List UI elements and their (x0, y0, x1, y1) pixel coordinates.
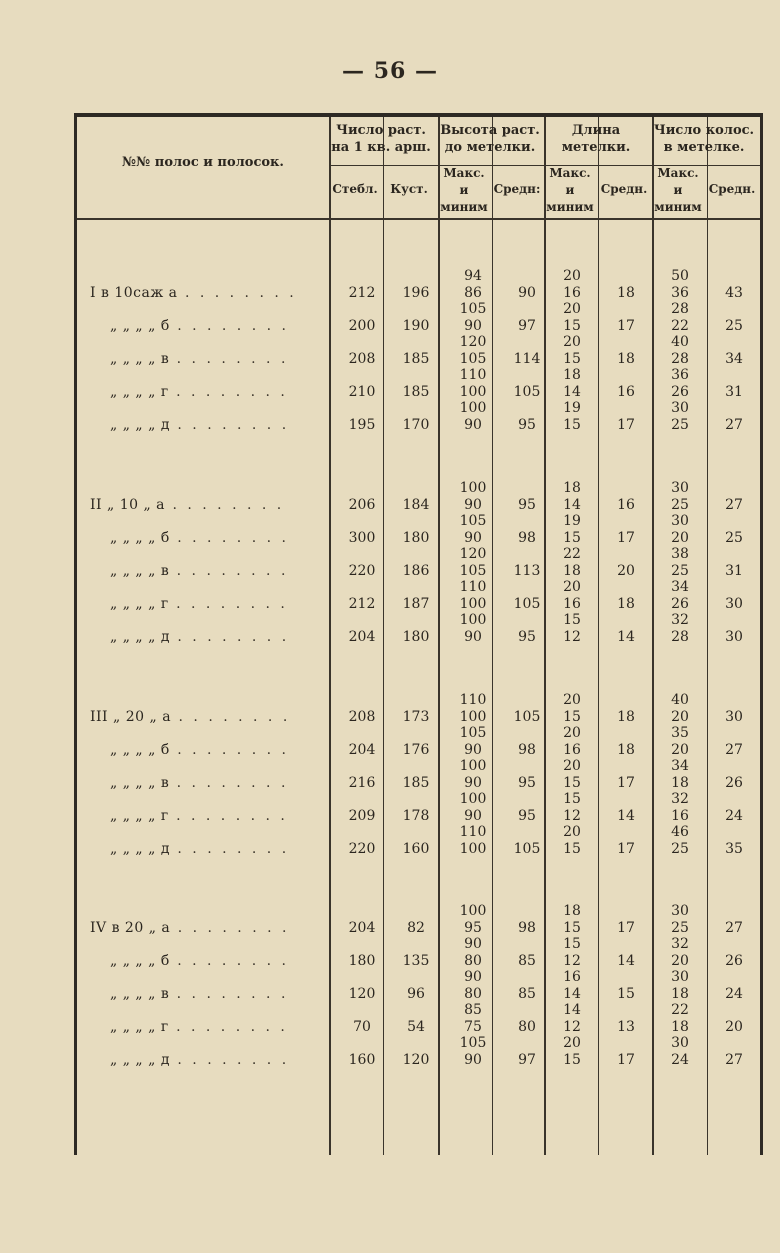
cell-h-max: 100 (459, 758, 487, 774)
header-panicle-length: Длина метелки. (561, 123, 631, 155)
cell-kust: 185 (402, 351, 430, 367)
row-label (110, 417, 289, 433)
cell-h-max: 90 (464, 969, 482, 985)
header-plant-height: Высота раст. до метелки. (440, 123, 540, 155)
cell-h-max: 100 (459, 400, 487, 416)
cell-l-min: 15 (563, 1052, 581, 1068)
leader-dots: . . . . . . . . (165, 497, 285, 513)
cell-l-avg: 14 (617, 953, 635, 969)
cell-l-min: 18 (563, 563, 581, 579)
cell-h-min: 90 (464, 497, 482, 513)
cell-e-max: 46 (671, 824, 689, 840)
cell-e-max: 32 (671, 612, 689, 628)
cell-h-avg: 95 (518, 497, 536, 513)
cell-l-avg: 16 (617, 497, 635, 513)
cell-kust: 160 (402, 841, 430, 857)
cell-kust: 82 (407, 920, 425, 936)
cell-l-avg: 17 (617, 1052, 635, 1068)
cell-h-min: 80 (464, 953, 482, 969)
cell-e-avg: 30 (725, 709, 743, 725)
cell-l-min: 14 (563, 497, 581, 513)
row-label-text: „ „ „ „ д (110, 841, 170, 857)
cell-e-avg: 35 (725, 841, 743, 857)
cell-stebl: 300 (348, 530, 376, 546)
cell-h-avg: 105 (513, 841, 541, 857)
cell-l-min: 14 (563, 384, 581, 400)
cell-l-max: 20 (563, 725, 581, 741)
cell-l-avg: 13 (617, 1019, 635, 1035)
leader-dots: . . . . . . . . (170, 920, 290, 936)
cell-stebl: 208 (348, 351, 376, 367)
header-bottom-rule (77, 218, 760, 220)
cell-stebl: 204 (348, 742, 376, 758)
cell-h-min: 90 (464, 530, 482, 546)
cell-stebl: 70 (353, 1019, 371, 1035)
cell-e-avg: 27 (725, 417, 743, 433)
cell-h-avg: 85 (518, 953, 536, 969)
row-label (110, 742, 289, 758)
cell-l-max: 16 (563, 969, 581, 985)
row-label (90, 920, 289, 936)
header-ears-per-panicle: Число колос. в метелке. (653, 123, 755, 155)
cell-e-min: 20 (671, 709, 689, 725)
cell-e-min: 25 (671, 920, 689, 936)
row-label (110, 808, 288, 824)
cell-e-min: 20 (671, 530, 689, 546)
cell-l-min: 15 (563, 318, 581, 334)
row-label (110, 986, 288, 1002)
cell-h-max: 110 (459, 367, 487, 383)
cell-e-min: 25 (671, 563, 689, 579)
cell-h-min: 90 (464, 775, 482, 791)
cell-stebl: 212 (348, 596, 376, 612)
row-label-text: I в 10саж а (90, 285, 178, 301)
leader-dots: . . . . . . . . (169, 841, 290, 857)
cell-stebl: 206 (348, 497, 376, 513)
cell-l-max: 20 (563, 301, 581, 317)
header-ears-avg: Средн. (708, 182, 756, 196)
cell-h-max: 110 (459, 692, 487, 708)
cell-l-avg: 17 (617, 775, 635, 791)
row-label (90, 497, 284, 513)
cell-kust: 120 (402, 1052, 430, 1068)
row-label-text: „ „ „ „ б (110, 318, 170, 334)
cell-e-avg: 30 (725, 629, 743, 645)
cell-l-min: 12 (563, 629, 581, 645)
cell-h-avg: 95 (518, 417, 536, 433)
cell-l-avg: 17 (617, 920, 635, 936)
cell-l-avg: 17 (617, 417, 635, 433)
cell-h-avg: 105 (513, 709, 541, 725)
cell-e-avg: 24 (725, 808, 743, 824)
cell-stebl: 195 (348, 417, 376, 433)
cell-e-max: 35 (671, 725, 689, 741)
cell-e-avg: 27 (725, 742, 743, 758)
cell-e-min: 26 (671, 596, 689, 612)
cell-l-min: 15 (563, 841, 581, 857)
cell-h-min: 86 (464, 285, 482, 301)
cell-h-min: 90 (464, 1052, 482, 1068)
leader-dots: . . . . . . . . (168, 808, 288, 824)
cell-e-avg: 34 (725, 351, 743, 367)
cell-e-avg: 30 (725, 596, 743, 612)
leader-dots: . . . . . . . . (169, 351, 289, 367)
leader-dots: . . . . . . . . (168, 596, 288, 612)
cell-h-max: 110 (459, 824, 487, 840)
cell-stebl: 204 (348, 920, 376, 936)
cell-h-avg: 98 (518, 742, 536, 758)
cell-e-max: 30 (671, 1035, 689, 1051)
cell-l-avg: 18 (617, 351, 635, 367)
cell-kust: 185 (402, 384, 430, 400)
row-label-text: „ „ „ „ д (110, 417, 170, 433)
cell-e-min: 26 (671, 384, 689, 400)
cell-e-min: 36 (671, 285, 689, 301)
row-label-text: „ „ „ „ б (110, 953, 170, 969)
cell-h-avg: 95 (518, 629, 536, 645)
cell-e-avg: 31 (725, 384, 743, 400)
cell-stebl: 209 (348, 808, 376, 824)
cell-kust: 173 (402, 709, 430, 725)
cell-l-min: 16 (563, 742, 581, 758)
cell-e-max: 30 (671, 480, 689, 496)
cell-kust: 184 (402, 497, 430, 513)
cell-kust: 186 (402, 563, 430, 579)
cell-h-max: 100 (459, 612, 487, 628)
row-label (110, 384, 288, 400)
col-rule (598, 117, 599, 1155)
cell-kust: 54 (407, 1019, 425, 1035)
cell-l-max: 20 (563, 334, 581, 350)
cell-stebl: 200 (348, 318, 376, 334)
cell-h-min: 95 (464, 920, 482, 936)
header-ears-maxmin: Макс. и миним (654, 166, 702, 214)
row-label (90, 709, 290, 725)
cell-l-avg: 14 (617, 629, 635, 645)
leader-dots: . . . . . . . . (169, 953, 289, 969)
cell-h-avg: 113 (513, 563, 541, 579)
row-label-text: „ „ „ „ д (110, 629, 170, 645)
cell-stebl: 216 (348, 775, 376, 791)
cell-l-min: 15 (563, 920, 581, 936)
cell-kust: 180 (402, 530, 430, 546)
header-plants-per-arshin: Число раст. на 1 кв. арш. (331, 123, 431, 155)
cell-e-avg: 26 (725, 775, 743, 791)
row-label-text: „ „ „ „ б (110, 530, 170, 546)
cell-e-min: 20 (671, 953, 689, 969)
row-label-text: „ „ „ „ г (110, 808, 169, 824)
cell-h-max: 105 (459, 725, 487, 741)
cell-stebl: 180 (348, 953, 376, 969)
row-label-text: „ „ „ „ в (110, 563, 170, 579)
cell-h-avg: 90 (518, 285, 536, 301)
cell-h-avg: 97 (518, 1052, 536, 1068)
cell-l-avg: 17 (617, 530, 635, 546)
cell-stebl: 220 (348, 841, 376, 857)
leader-dots: . . . . . . . . (169, 417, 290, 433)
cell-h-min: 80 (464, 986, 482, 1002)
cell-h-avg: 98 (518, 920, 536, 936)
cell-l-max: 14 (563, 1002, 581, 1018)
cell-h-min: 105 (459, 351, 487, 367)
cell-l-max: 19 (563, 400, 581, 416)
cell-e-max: 30 (671, 969, 689, 985)
cell-e-avg: 25 (725, 530, 743, 546)
cell-kust: 185 (402, 775, 430, 791)
cell-e-min: 25 (671, 417, 689, 433)
cell-l-min: 15 (563, 709, 581, 725)
row-label (110, 775, 288, 791)
cell-e-avg: 26 (725, 953, 743, 969)
row-label (110, 841, 289, 857)
cell-l-max: 18 (563, 367, 581, 383)
row-label-text: „ „ „ „ д (110, 1052, 170, 1068)
page-number: — 56 — (342, 58, 438, 84)
cell-stebl: 220 (348, 563, 376, 579)
cell-h-max: 120 (459, 334, 487, 350)
cell-l-max: 15 (563, 936, 581, 952)
row-label-text: „ „ „ „ б (110, 742, 170, 758)
cell-l-max: 20 (563, 268, 581, 284)
cell-h-min: 90 (464, 808, 482, 824)
cell-stebl: 208 (348, 709, 376, 725)
cell-stebl: 212 (348, 285, 376, 301)
cell-h-avg: 95 (518, 775, 536, 791)
row-label-text: „ „ „ „ г (110, 384, 169, 400)
cell-h-avg: 85 (518, 986, 536, 1002)
cell-kust: 96 (407, 986, 425, 1002)
cell-h-min: 75 (464, 1019, 482, 1035)
cell-l-max: 20 (563, 1035, 581, 1051)
cell-stebl: 160 (348, 1052, 376, 1068)
cell-e-min: 24 (671, 1052, 689, 1068)
cell-e-max: 30 (671, 400, 689, 416)
cell-h-avg: 114 (513, 351, 541, 367)
cell-kust: 196 (402, 285, 430, 301)
row-label-text: IV в 20 „ а (90, 920, 171, 936)
leader-dots: . . . . . . . . (177, 285, 297, 301)
cell-e-max: 28 (671, 301, 689, 317)
cell-l-min: 15 (563, 417, 581, 433)
cell-l-avg: 18 (617, 709, 635, 725)
cell-h-max: 100 (459, 791, 487, 807)
row-label-text: „ „ „ „ в (110, 986, 170, 1002)
row-label (110, 1052, 289, 1068)
header-stebl: Стебл. (332, 182, 378, 196)
cell-l-max: 20 (563, 758, 581, 774)
cell-e-min: 22 (671, 318, 689, 334)
cell-e-max: 32 (671, 791, 689, 807)
row-label (110, 530, 289, 546)
cell-l-min: 14 (563, 986, 581, 1002)
leader-dots: . . . . . . . . (169, 530, 289, 546)
cell-e-avg: 25 (725, 318, 743, 334)
cell-kust: 178 (402, 808, 430, 824)
cell-e-avg: 27 (725, 497, 743, 513)
cell-e-min: 28 (671, 351, 689, 367)
cell-h-max: 110 (459, 579, 487, 595)
cell-l-min: 16 (563, 285, 581, 301)
row-label-text: „ „ „ „ в (110, 351, 170, 367)
leader-dots: . . . . . . . . (169, 563, 289, 579)
leader-dots: . . . . . . . . (171, 709, 291, 725)
row-label (110, 953, 289, 969)
cell-e-avg: 27 (725, 1052, 743, 1068)
cell-kust: 176 (402, 742, 430, 758)
row-label (90, 285, 297, 301)
cell-h-max: 90 (464, 936, 482, 952)
cell-l-min: 16 (563, 596, 581, 612)
leader-dots: . . . . . . . . (169, 742, 289, 758)
cell-e-max: 36 (671, 367, 689, 383)
cell-h-max: 105 (459, 513, 487, 529)
row-label (110, 563, 288, 579)
cell-e-max: 32 (671, 936, 689, 952)
leader-dots: . . . . . . . . (168, 1019, 288, 1035)
cell-e-max: 34 (671, 758, 689, 774)
cell-h-min: 100 (459, 709, 487, 725)
cell-h-max: 100 (459, 480, 487, 496)
cell-h-avg: 98 (518, 530, 536, 546)
cell-h-max: 120 (459, 546, 487, 562)
cell-h-max: 85 (464, 1002, 482, 1018)
cell-h-max: 100 (459, 903, 487, 919)
cell-h-min: 90 (464, 629, 482, 645)
cell-h-min: 90 (464, 318, 482, 334)
cell-h-max: 105 (459, 301, 487, 317)
cell-l-avg: 15 (617, 986, 635, 1002)
row-label (110, 596, 288, 612)
cell-h-avg: 80 (518, 1019, 536, 1035)
cell-e-min: 18 (671, 1019, 689, 1035)
cell-e-min: 25 (671, 497, 689, 513)
cell-e-min: 16 (671, 808, 689, 824)
cell-stebl: 210 (348, 384, 376, 400)
cell-e-avg: 20 (725, 1019, 743, 1035)
cell-l-max: 19 (563, 513, 581, 529)
cell-l-min: 12 (563, 953, 581, 969)
header-kust: Куст. (390, 182, 428, 196)
cell-l-min: 15 (563, 530, 581, 546)
cell-e-min: 20 (671, 742, 689, 758)
cell-h-min: 100 (459, 384, 487, 400)
cell-h-min: 100 (459, 596, 487, 612)
cell-stebl: 120 (348, 986, 376, 1002)
cell-h-min: 100 (459, 841, 487, 857)
cell-l-max: 20 (563, 579, 581, 595)
leader-dots: . . . . . . . . (168, 384, 288, 400)
cell-e-max: 30 (671, 513, 689, 529)
row-label-text: III „ 20 „ а (90, 709, 172, 725)
cell-e-max: 50 (671, 268, 689, 284)
cell-e-avg: 27 (725, 920, 743, 936)
cell-l-avg: 18 (617, 742, 635, 758)
cell-l-min: 12 (563, 808, 581, 824)
row-label (110, 629, 289, 645)
row-label-text: II „ 10 „ а (90, 497, 166, 513)
header-length-maxmin: Макс. и миним (546, 166, 594, 214)
header-strip-column: №№ полос и полосок. (122, 155, 284, 170)
cell-h-avg: 97 (518, 318, 536, 334)
cell-l-avg: 20 (617, 563, 635, 579)
cell-e-min: 28 (671, 629, 689, 645)
cell-l-min: 15 (563, 351, 581, 367)
header-height-maxmin: Макс. и миним (440, 166, 488, 214)
cell-l-avg: 16 (617, 384, 635, 400)
cell-h-max: 105 (459, 1035, 487, 1051)
cell-l-avg: 17 (617, 841, 635, 857)
cell-l-avg: 14 (617, 808, 635, 824)
col-rule (329, 117, 331, 1155)
cell-h-avg: 105 (513, 384, 541, 400)
leader-dots: . . . . . . . . (169, 986, 289, 1002)
cell-h-min: 90 (464, 742, 482, 758)
cell-l-max: 22 (563, 546, 581, 562)
cell-e-avg: 24 (725, 986, 743, 1002)
cell-l-avg: 18 (617, 596, 635, 612)
cell-e-max: 40 (671, 334, 689, 350)
cell-l-avg: 17 (617, 318, 635, 334)
cell-l-max: 15 (563, 612, 581, 628)
row-label-text: „ „ „ „ г (110, 596, 169, 612)
leader-dots: . . . . . . . . (169, 1052, 290, 1068)
cell-kust: 187 (402, 596, 430, 612)
cell-l-min: 15 (563, 775, 581, 791)
cell-l-max: 20 (563, 692, 581, 708)
cell-l-max: 20 (563, 824, 581, 840)
cell-kust: 135 (402, 953, 430, 969)
cell-e-min: 18 (671, 775, 689, 791)
row-label (110, 318, 289, 334)
cell-l-avg: 18 (617, 285, 635, 301)
cell-h-avg: 95 (518, 808, 536, 824)
cell-h-max: 94 (464, 268, 482, 284)
cell-h-min: 105 (459, 563, 487, 579)
leader-dots: . . . . . . . . (169, 318, 289, 334)
cell-stebl: 204 (348, 629, 376, 645)
cell-e-max: 38 (671, 546, 689, 562)
header-height-avg: Средн: (493, 182, 541, 196)
cell-e-avg: 43 (725, 285, 743, 301)
cell-kust: 180 (402, 629, 430, 645)
cell-e-min: 18 (671, 986, 689, 1002)
leader-dots: . . . . . . . . (169, 629, 290, 645)
cell-e-avg: 31 (725, 563, 743, 579)
cell-h-min: 90 (464, 417, 482, 433)
cell-e-min: 25 (671, 841, 689, 857)
cell-l-max: 18 (563, 903, 581, 919)
leader-dots: . . . . . . . . (169, 775, 289, 791)
row-label-text: „ „ „ „ г (110, 1019, 169, 1035)
row-label-text: „ „ „ „ в (110, 775, 170, 791)
cell-kust: 190 (402, 318, 430, 334)
cell-l-max: 15 (563, 791, 581, 807)
row-label (110, 1019, 288, 1035)
cell-l-max: 18 (563, 480, 581, 496)
cell-l-min: 12 (563, 1019, 581, 1035)
row-label (110, 351, 288, 367)
cell-e-max: 30 (671, 903, 689, 919)
cell-h-avg: 105 (513, 596, 541, 612)
cell-e-max: 40 (671, 692, 689, 708)
cell-e-max: 34 (671, 579, 689, 595)
cell-kust: 170 (402, 417, 430, 433)
cell-e-max: 22 (671, 1002, 689, 1018)
header-length-avg: Средн. (600, 182, 648, 196)
